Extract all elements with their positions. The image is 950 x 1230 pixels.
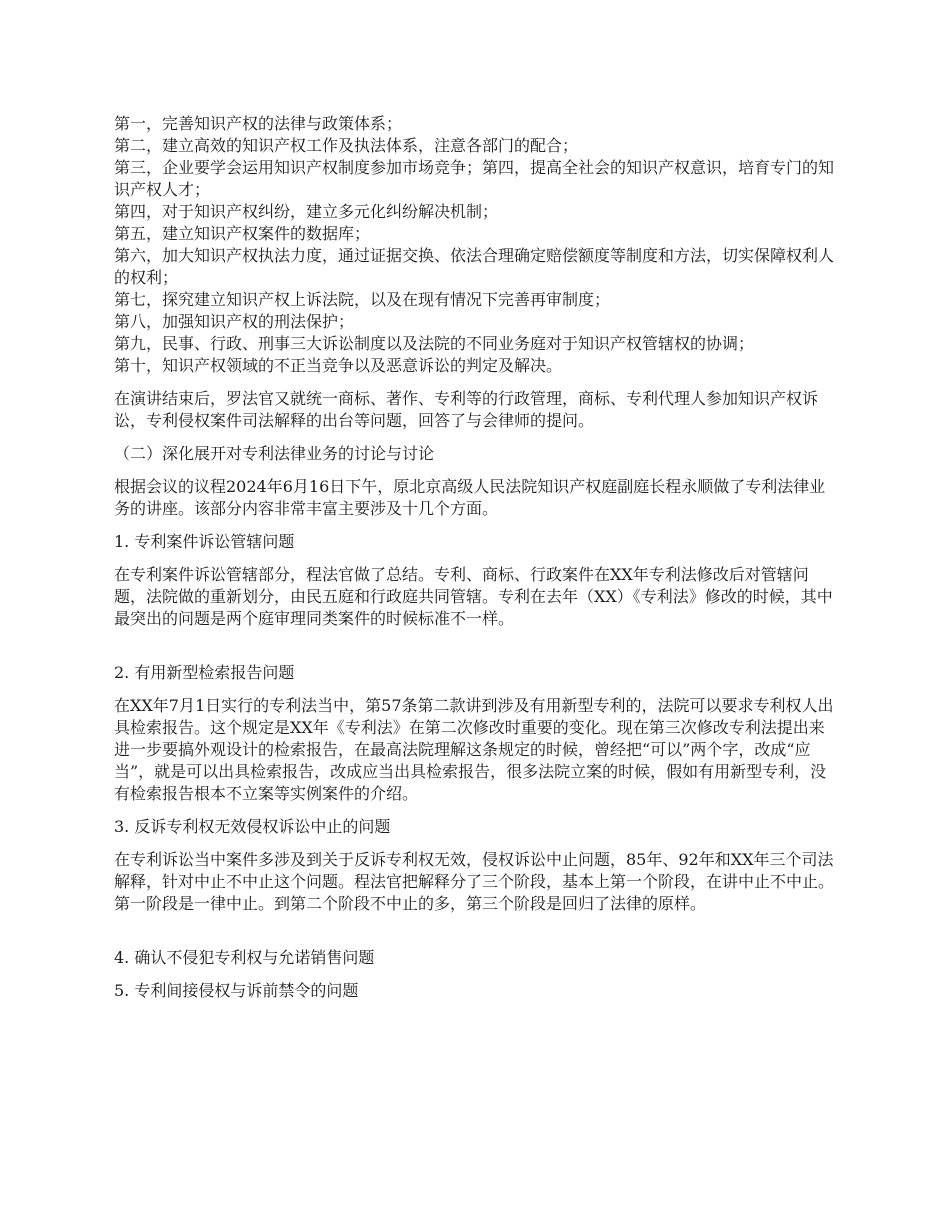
list-item: 第九，民事、行政、刑事三大诉讼制度以及法院的不同业务庭对于知识产权管辖权的协调；	[114, 334, 755, 353]
list-item: 第五，建立知识产权案件的数据库；	[114, 224, 371, 243]
heading-2: 2. 有用新型检索报告问题	[114, 663, 295, 682]
heading-1: 1. 专利案件诉讼管辖问题	[114, 532, 295, 551]
list-item: 第一，完善知识产权的法律与政策体系；	[114, 114, 403, 133]
list-item: 第二，建立高效的知识产权工作及执法体系，注意各部门的配合；	[114, 136, 579, 155]
heading-3: 3. 反诉专利权无效侵权诉讼中止的问题	[114, 817, 391, 836]
list-item: 第四，对于知识产权纠纷，建立多元化纠纷解决机制；	[114, 202, 499, 221]
list-item: 第八，加强知识产权的刑法保护；	[114, 312, 355, 331]
section-2-title: （二）深化展开对专利法律业务的讨论与讨论	[114, 444, 435, 463]
paragraph-3: 在专利诉讼当中案件多涉及到关于反诉专利权无效，侵权诉讼中止问题，85年、92年和XX年三个司法解释，针对中止不中止这个问题。程法官把解释分了三个阶段，基本上第一个阶段，在讲中止不中止。第一阶段是一律中止。到第二个阶段不中止的多，第三个阶段是回归了法律的原样。	[114, 850, 835, 913]
list-item: 第七，探究建立知识产权上诉法院，以及在现有情况下完善再审制度；	[114, 290, 611, 309]
list-item: 第六，加大知识产权执法力度，通过证据交换、依法合理确定赔偿额度等制度和方法，切实保障权利人的权利；	[114, 246, 835, 287]
heading-5: 5. 专利间接侵权与诉前禁令的问题	[114, 981, 359, 1000]
list-item: 第十，知识产权领域的不正当竞争以及恶意诉讼的判定及解决。	[114, 356, 563, 375]
measure-list	[114, 113, 840, 377]
heading-4: 4. 确认不侵犯专利权与允诺销售问题	[114, 948, 375, 967]
paragraph-1: 在专利案件诉讼管辖部分，程法官做了总结。专利、商标、行政案件在XX年专利法修改后对管辖问题，法院做的重新划分，由民五庭和行政庭共同管辖。专利在去年（XX）《专利法》修改的时候，其中最突出的问题是两个庭审理同类案件的时候标准不一样。	[114, 565, 833, 628]
paragraph-2: 在XX年7月1日实行的专利法当中，第57条第二款讲到涉及有用新型专利的，法院可以要求专利权人出具检索报告。这个规定是XX年《专利法》在第二次修改时重要的变化。现在第三次修改专利法提出来进一步要搞外观设计的检索报告，在最高法院理解这条规定的时候，曾经把“可以”两个字，改成“应当”，就是可以出具检索报告，改成应当出具检索报告，很多法院立案的时候，假如有用新型专利，没有检索报告根本不立案等实例案件的介绍。	[114, 696, 834, 803]
list-item: 第三，企业要学会运用知识产权制度参加市场竞争；第四，提高全社会的知识产权意识，培育专门的知识产权人才；	[114, 158, 835, 199]
document-page	[114, 113, 840, 1002]
section-2-intro: 根据会议的议程2024年6月16日下午，原北京高级人民法院知识产权庭副庭长程永顺做了专利法律业务的讲座。该部分内容非常丰富主要涉及十几个方面。	[114, 477, 826, 518]
paragraph-after-speech: 在演讲结束后，罗法官又就统一商标、著作、专利等的行政管理，商标、专利代理人参加知识产权诉讼，专利侵权案件司法解释的出台等问题，回答了与会律师的提问。	[114, 389, 819, 430]
